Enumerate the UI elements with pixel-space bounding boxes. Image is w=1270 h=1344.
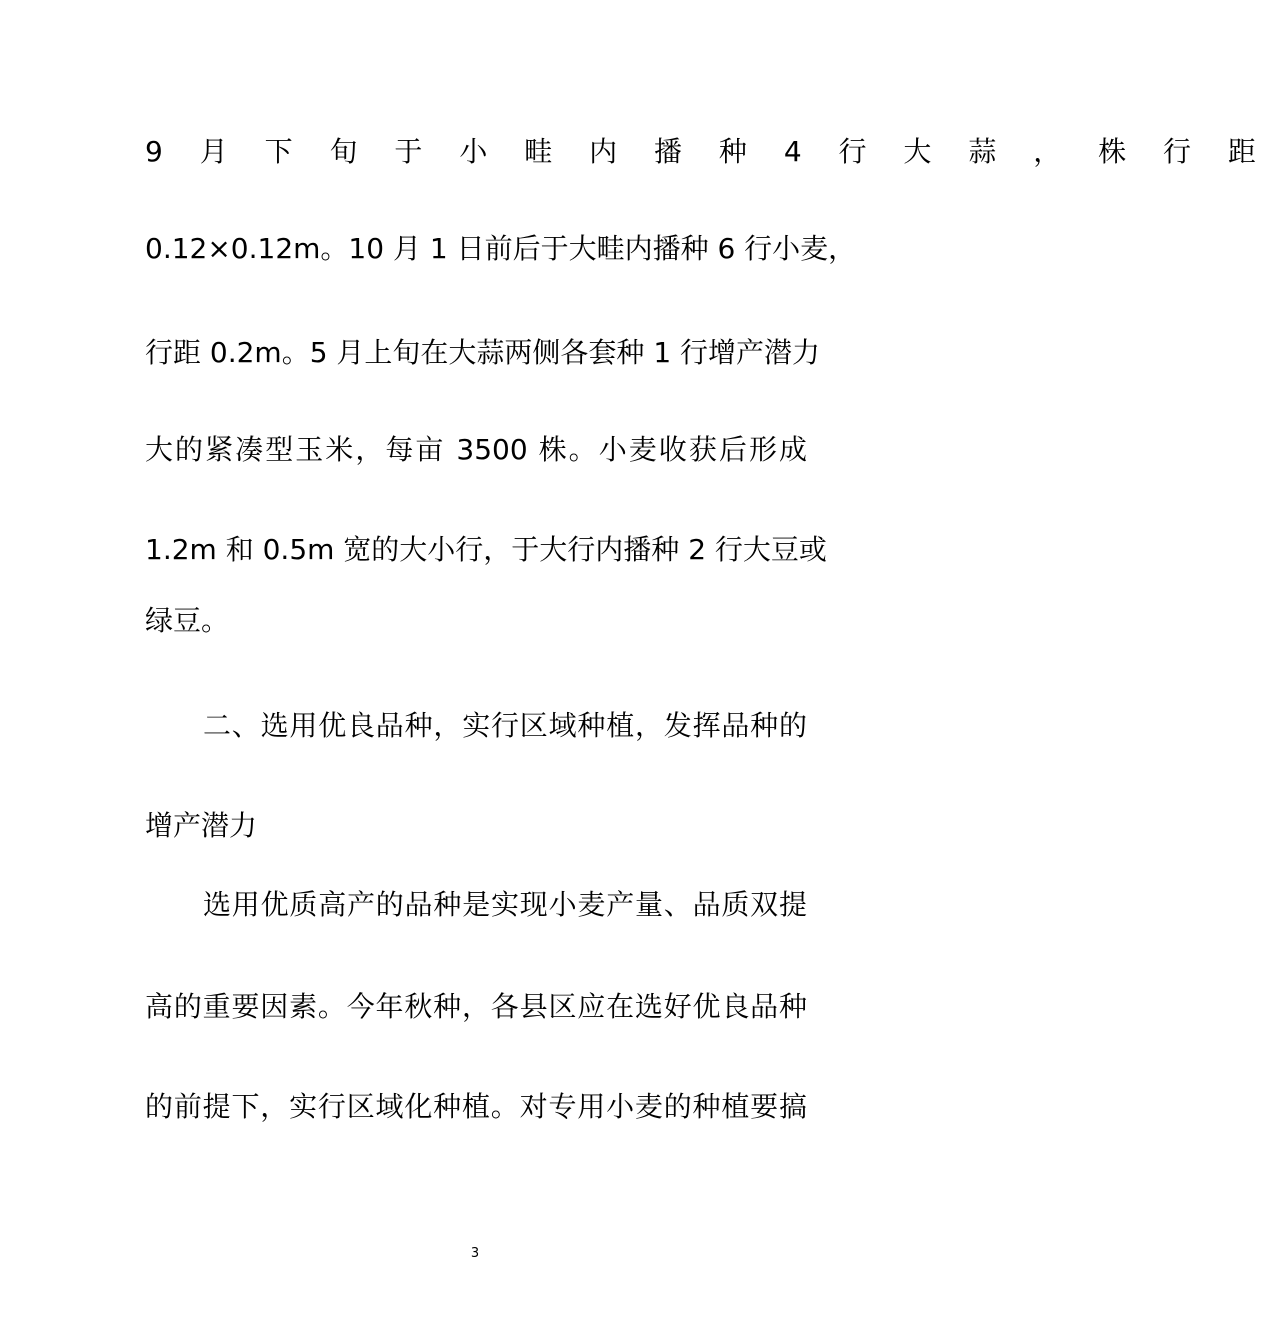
section-heading-line-2: 增产潜力 <box>145 809 258 842</box>
section-heading-line-1: 二、选用优良品种，实行区域种植，发挥品种的 <box>203 709 807 742</box>
text-line-9: 选用优质高产的品种是实现小麦产量、品质双提 <box>203 888 807 921</box>
text-line-5: 1.2m 和 0.5m 宽的大小行，于大行内播种 2 行大豆或 <box>145 533 827 566</box>
text-line-2: 0.12×0.12m。10 月 1 日前后于大畦内播种 6 行小麦， <box>145 232 857 265</box>
page-number: 3 <box>470 1246 480 1261</box>
text-line-6: 绿豆。 <box>145 604 230 637</box>
text-line-4: 大的紧凑型玉米，每亩 3500 株。小麦收获后形成 <box>145 433 807 466</box>
text-line-11: 的前提下，实行区域化种植。对专用小麦的种植要搞 <box>145 1090 807 1123</box>
text-line-1: 9 月 下 旬 于 小 畦 内 播 种 4 行 大 蒜 ， 株 行 距 <box>145 135 1270 168</box>
text-line-10: 高的重要因素。今年秋种，各县区应在选好优良品种 <box>145 990 807 1023</box>
text-line-3: 行距 0.2m。5 月上旬在大蒜两侧各套种 1 行增产潜力 <box>145 336 821 369</box>
